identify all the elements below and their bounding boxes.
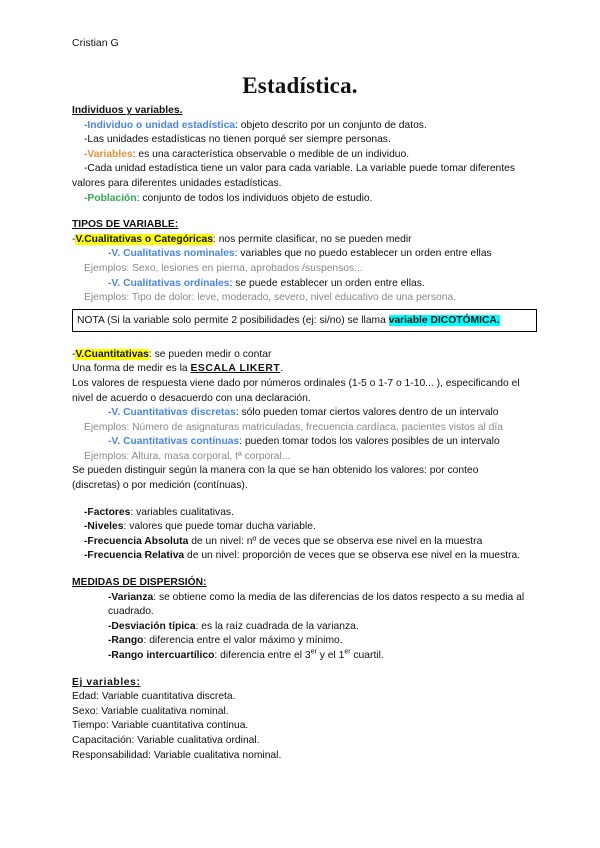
def-nominales: : variables que no puedo establecer un orden entre ellas xyxy=(234,248,492,260)
def-discretas: : sólo pueden tomar ciertos valores dentro de un intervalo xyxy=(235,407,499,419)
def-frecuencia-absoluta: de un nivel: nº de veces que se observa ese nivel en la muestra xyxy=(188,535,483,547)
likert-text: Una forma de medir es la xyxy=(72,363,191,375)
line-distinguir-2: (discretas) o por medición (contínuas). xyxy=(72,480,248,492)
line-desviacion xyxy=(72,620,542,635)
line-discretas xyxy=(72,406,542,421)
def-variables: : es una característica observable o medible de un individuo. xyxy=(132,148,410,160)
term-frecuencia-relativa: -Frecuencia Relativa xyxy=(84,550,185,562)
line-rango-intercuartilico xyxy=(72,649,542,664)
note-box-dicotomica xyxy=(72,309,537,332)
author-name: Cristian G xyxy=(72,37,119,49)
line-niveles xyxy=(72,520,542,535)
term-discretas: -V. Cuantitativas discretas xyxy=(108,407,236,419)
term-desviacion: -Desviación típica xyxy=(108,620,196,632)
line-variables xyxy=(72,148,542,163)
rango-intercuartilico-mid: y el 1 xyxy=(316,650,345,661)
line-cuantitativas xyxy=(72,348,542,363)
def-frecuencia-relativa: de un nivel: proporción de veces que se observa ese nivel en la muestra. xyxy=(184,550,521,562)
document-body xyxy=(72,104,542,763)
def-continuas: : pueden tomar todos los valores posibles de un intervalo xyxy=(239,436,500,448)
section-heading-ejemplos: Ej variables: xyxy=(72,676,141,688)
line-continuas-ejemplo: Ejemplos: Altura, masa corporal, tª corporal... xyxy=(84,450,291,462)
term-rango-intercuartilico: -Rango intercuartílico xyxy=(108,650,215,661)
line-frecuencia-absoluta xyxy=(72,535,542,550)
def-cuantitativas: : se pueden medir o contar xyxy=(148,348,272,360)
def-desviacion: : es la raíz cuadrada de la varianza. xyxy=(195,620,359,632)
example-item: Tiempo: Variable cuantitativa continua. xyxy=(72,720,249,732)
line-unidades: -Las unidades estadísticas no tienen porqué ser siempre personas. xyxy=(84,134,391,146)
term-varianza: -Varianza xyxy=(108,591,154,603)
example-item: Sexo: Variable cualitativa nominal. xyxy=(72,705,229,717)
line-nominales xyxy=(72,247,542,262)
prefix-cuantitativas: - xyxy=(72,348,76,360)
line-individuo xyxy=(72,119,542,134)
def-niveles: : valores que puede tomar ducha variable. xyxy=(123,521,316,533)
line-valores-1: Los valores de respuesta viene dado por números ordinales (1-5 o 1-7 o 1-10... ), especificando el xyxy=(72,377,520,389)
prefix-cualitativas: - xyxy=(72,233,76,245)
term-niveles: -Niveles xyxy=(84,521,124,533)
line-ordinales xyxy=(72,277,542,292)
example-item: Edad: Variable cuantitativa discreta. xyxy=(72,691,236,703)
def-varianza: : se obtiene como la media de las diferencias de los datos respecto a su media al xyxy=(153,591,525,603)
line-valores-2: nivel de acuerdo o desacuerdo con una declaración. xyxy=(72,392,311,404)
note-text: NOTA (Si la variable solo permite 2 posibilidades (ej: si/no) se llama xyxy=(77,314,389,326)
line-varianza-1 xyxy=(72,591,542,606)
line-factores xyxy=(72,506,542,521)
example-item: Capacitación: Variable cualitativa ordinal. xyxy=(72,734,260,746)
likert-end: . xyxy=(280,363,284,375)
line-continuas xyxy=(72,435,542,450)
def-rango-intercuartilico: : diferencia entre el 3 xyxy=(214,650,311,661)
section-heading-dispersion: MEDIDAS DE DISPERSIÓN: xyxy=(72,577,207,589)
rango-intercuartilico-end: cuartil. xyxy=(350,650,384,661)
line-ordinales-ejemplo: Ejemplos: Tipo de dolor: leve, moderado, severo, nivel educativo de una persona. xyxy=(84,292,457,304)
def-factores: : variables cualitativas. xyxy=(130,506,234,518)
line-likert xyxy=(72,362,542,377)
def-cualitativas: : nos permite clasificar, no se pueden medir xyxy=(212,233,412,245)
term-poblacion: -Población xyxy=(84,192,137,204)
line-discretas-ejemplo: Ejemplos: Número de asignaturas matriculadas, frecuencia cardíaca, pacientes vistos al día xyxy=(84,421,503,433)
term-continuas: -V. Cuantitativas contínuas xyxy=(108,436,240,448)
term-frecuencia-absoluta: -Frecuencia Absoluta xyxy=(84,535,189,547)
section-heading-individuos: Individuos y variables. xyxy=(72,105,183,116)
def-individuo: : objeto descrito por un conjunto de datos. xyxy=(235,119,427,131)
sup-primer: er xyxy=(344,648,351,656)
line-nominales-ejemplo: Ejemplos: Sexo, lesiones en pierna, aprobados /suspensos... xyxy=(84,262,363,274)
line-frecuencia-relativa xyxy=(72,549,542,564)
term-rango: -Rango xyxy=(108,635,144,647)
term-variables: -Variables xyxy=(84,148,133,160)
term-cualitativas: V.Cualitativas o Categóricas xyxy=(75,233,213,245)
def-rango: : diferencia entre el valor máximo y mínimo. xyxy=(143,635,343,647)
term-likert: ESCALA LIKERT xyxy=(190,363,281,375)
def-ordinales: : se puede establecer un orden entre ellas. xyxy=(229,277,425,289)
term-individuo: -Individuo o unidad estadística xyxy=(84,119,236,131)
section-heading-tipos: TIPOS DE VARIABLE: xyxy=(72,219,179,231)
line-cualitativas xyxy=(72,233,542,248)
sup-tercer: er xyxy=(310,648,317,656)
line-varianza-2: cuadrado. xyxy=(108,606,154,618)
term-ordinales: -V. Cualitativas ordinales xyxy=(108,277,230,289)
line-poblacion xyxy=(72,192,542,207)
line-cada-unidad-2: valores para diferentes unidades estadísticas. xyxy=(72,177,282,189)
line-rango xyxy=(72,634,542,649)
line-distinguir-1: Se pueden distinguir según la manera con la que se han obtenido los valores: por conteo xyxy=(72,465,479,477)
example-item: Responsabilidad: Variable cualitativa nominal. xyxy=(72,749,282,761)
note-highlight: variable DICOTÓMICA. xyxy=(388,314,500,326)
def-poblacion: : conjunto de todos los individuos objeto de estudio. xyxy=(136,192,373,204)
page-title: Estadística. xyxy=(242,73,358,98)
term-cuantitativas: V.Cuantitativas xyxy=(75,348,149,360)
term-nominales: -V. Cualitativas nominales xyxy=(108,248,235,260)
term-factores: -Factores xyxy=(84,506,131,518)
line-cada-unidad-1: -Cada unidad estadística tiene un valor para cada variable. La variable puede tomar diferentes xyxy=(84,163,516,175)
